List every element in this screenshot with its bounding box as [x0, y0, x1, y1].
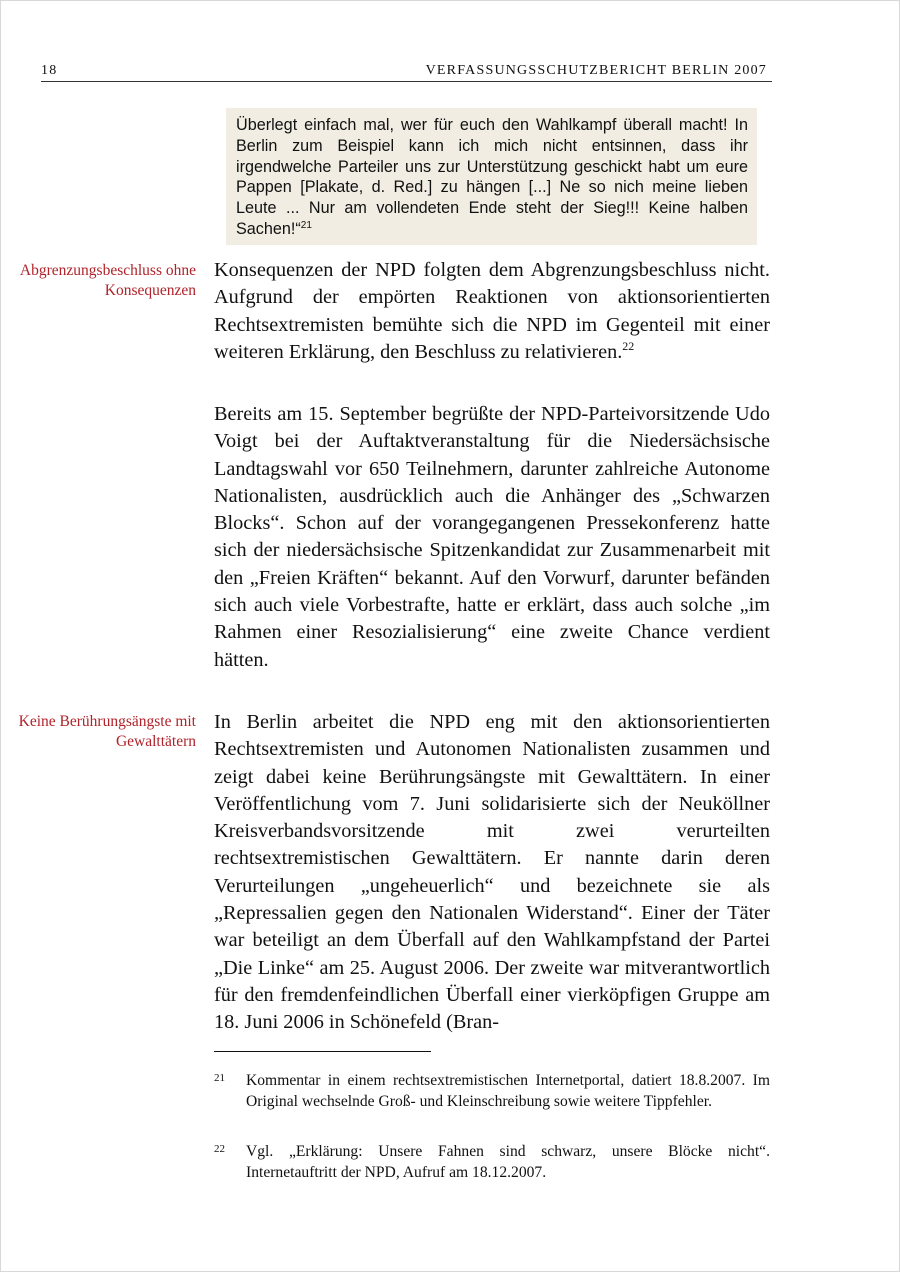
- paragraph-1: [214, 257, 770, 366]
- footnote-separator: [214, 1051, 431, 1052]
- footnote-21: [214, 1071, 770, 1112]
- footnote-22-text: Vgl. „Erklärung: Unsere Fahnen sind schwarz, unsere Blöcke nicht“. Internetauftritt der NPD, Aufruf am 18.12.2007.: [246, 1143, 770, 1181]
- paragraph-1-footnote-ref: 22: [622, 338, 635, 353]
- quote-footnote-ref: 21: [300, 219, 312, 231]
- footnote-21-number: 21: [214, 1072, 225, 1084]
- paragraph-2: Bereits am 15. September begrüßte der NPD-Parteivorsitzende Udo Voigt bei der Auftaktveranstaltung für die Niedersächsische Landtagswahl vor 650 Teilnehmern, darunter zahlreiche Autonome Nationalisten, ausdrücklich auch die Anhänger des „Schwarzen Blocks“. Schon auf der vorangegangenen Pressekonferenz hatte sich der niedersächsische Spitzenkandidat zur Zusammenarbeit mit den „Freien Kräften“ bekannt. Auf den Vorwurf, darunter befänden sich auch viele Vorbestrafte, hatte er erklärt, dass auch solche „im Rahmen einer Resozialisierung“ eine zweite Chance verdient hätten.: [214, 403, 770, 671]
- footnote-22-number: 22: [214, 1143, 225, 1155]
- paragraph-1-text: Konsequenzen der NPD folgten dem Abgrenzungsbeschluss nicht. Aufgrund der empörten Reaktionen von aktionsorientierten Rechtsextremisten bemühte sich die NPD im Gegenteil mit einer weiteren Erklärung, den Beschluss zu relativieren.: [214, 259, 770, 363]
- margin-note-beruehrungsaengste: Keine Berührungsängste mit Gewalttätern: [18, 713, 196, 750]
- page-number: 18: [41, 63, 58, 78]
- paragraph-3: In Berlin arbeitet die NPD eng mit den aktionsorientierten Rechtsextremisten und Autonomen Nationalisten zusammen und zeigt dabei keine Berührungsängste mit Gewalttätern. In einer Veröffentlichung vom 7. Juni solidarisierte sich der Neuköllner Kreisverbandsvorsitzende mit zwei verurteilten rechtsextremistischen Gewalttätern. Er nannte darin deren Verurteilungen „ungeheuerlich“ und bezeichnete sie als „Repressalien gegen den Nationalen Widerstand“. Einer der Täter war beteiligt an dem Überfall auf den Wahlkampfstand der Partei „Die Linke“ am 25. August 2006. Der zweite war mitverantwortlich für den fremdenfeindlichen Überfall einer vierköpfigen Gruppe am 18. Juni 2006 in Schönefeld (Bran-: [214, 711, 770, 1034]
- quote-text: Überlegt einfach mal, wer für euch den Wahlkampf überall macht! In Berlin zum Beispiel kann ich mich nicht entsinnen, dass ihr irgendwelche Parteiler uns zur Unterstützung geschickt habt um eure Pappen [Plakate, d. Red.] zu hängen [...] Ne so nich meine lieben Leute ... Nur am vollendeten Ende steht der Sieg!!! Keine halben Sachen!“: [236, 116, 748, 238]
- footnote-21-text: Kommentar in einem rechtsextremistischen Internetportal, datiert 18.8.2007. Im Original wechselnde Groß- und Kleinschreibung sowie weitere Tippfehler.: [246, 1072, 770, 1110]
- footnote-22: [214, 1142, 770, 1183]
- margin-note-abgrenzung: Abgrenzungsbeschluss ohne Konsequenzen: [19, 262, 196, 299]
- quote-box: [226, 108, 757, 245]
- running-title: VERFASSUNGSSCHUTZBERICHT BERLIN 2007: [425, 63, 767, 78]
- running-header: [41, 62, 772, 82]
